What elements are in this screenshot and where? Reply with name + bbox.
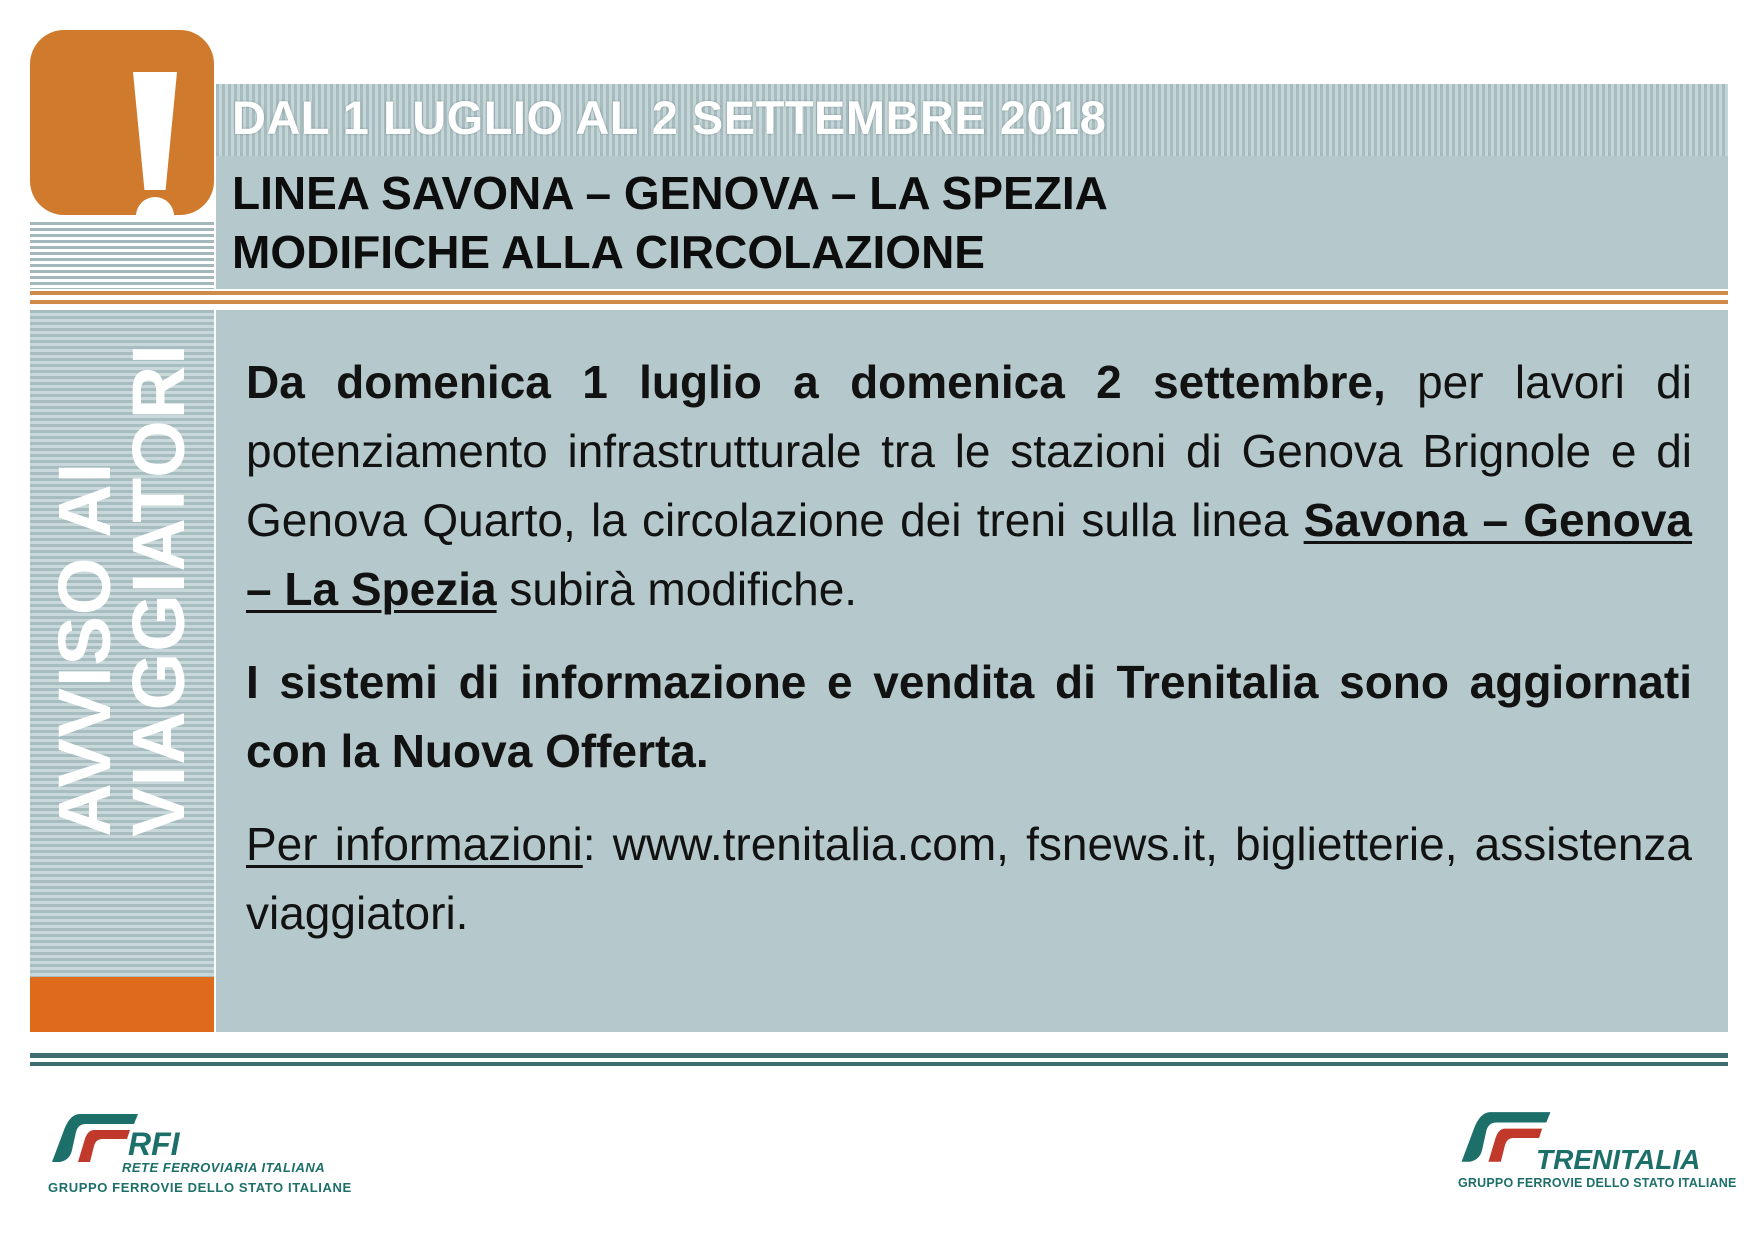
rfi-group: GRUPPO FERROVIE DELLO STATO ITALIANE	[48, 1180, 352, 1195]
stripe-decoration	[30, 222, 214, 289]
side-banner-accent	[30, 977, 214, 1032]
rfi-subtitle: RETE FERROVIARIA ITALIANA	[122, 1160, 326, 1175]
notice-subtitle: MODIFICHE ALLA CIRCOLAZIONE	[232, 226, 985, 278]
rfi-name: RFI	[128, 1126, 180, 1162]
paragraph-text: per lavori di potenziamento infrastrutturale tra le stazioni di Genova Brignole e di Genova Quarto, la circolazione dei treni sulla linea	[246, 356, 1692, 546]
exclamation-bar	[133, 72, 177, 190]
paragraph-end: subirà modifiche.	[496, 563, 858, 615]
side-label	[43, 343, 200, 837]
paragraph-dates	[246, 348, 1692, 624]
line-name: Savona – Genova – La Spezia	[246, 494, 1692, 615]
divider	[30, 291, 1728, 295]
date-range: DAL 1 LUGLIO AL 2 SETTEMBRE 2018	[232, 91, 1107, 144]
footer-divider	[30, 1053, 1728, 1058]
notice-title	[232, 164, 1108, 282]
notice-body	[246, 348, 1692, 948]
paragraph-systems: I sistemi di informazione e vendita di Trenitalia sono aggiornati con la Nuova Offerta.	[246, 656, 1692, 777]
dates-bold: Da domenica 1 luglio a domenica 2 settembre,	[246, 356, 1386, 408]
divider	[30, 300, 1728, 304]
exclamation-icon	[30, 30, 214, 215]
side-label-line2: VIAGGIATORI	[117, 343, 200, 837]
footer-divider	[30, 1062, 1728, 1066]
info-label: Per informazioni	[246, 818, 583, 870]
trenitalia-name: TRENITALIA	[1536, 1144, 1701, 1175]
info-text: : www.trenitalia.com, fsnews.it, biglietterie, assistenza viaggiatori.	[246, 818, 1692, 939]
paragraph-info	[246, 810, 1692, 948]
line-title: LINEA SAVONA – GENOVA – LA SPEZIA	[232, 167, 1108, 219]
trenitalia-group: GRUPPO FERROVIE DELLO STATO ITALIANE	[1458, 1176, 1737, 1190]
side-label-line1: AVVISO AI	[43, 461, 126, 837]
